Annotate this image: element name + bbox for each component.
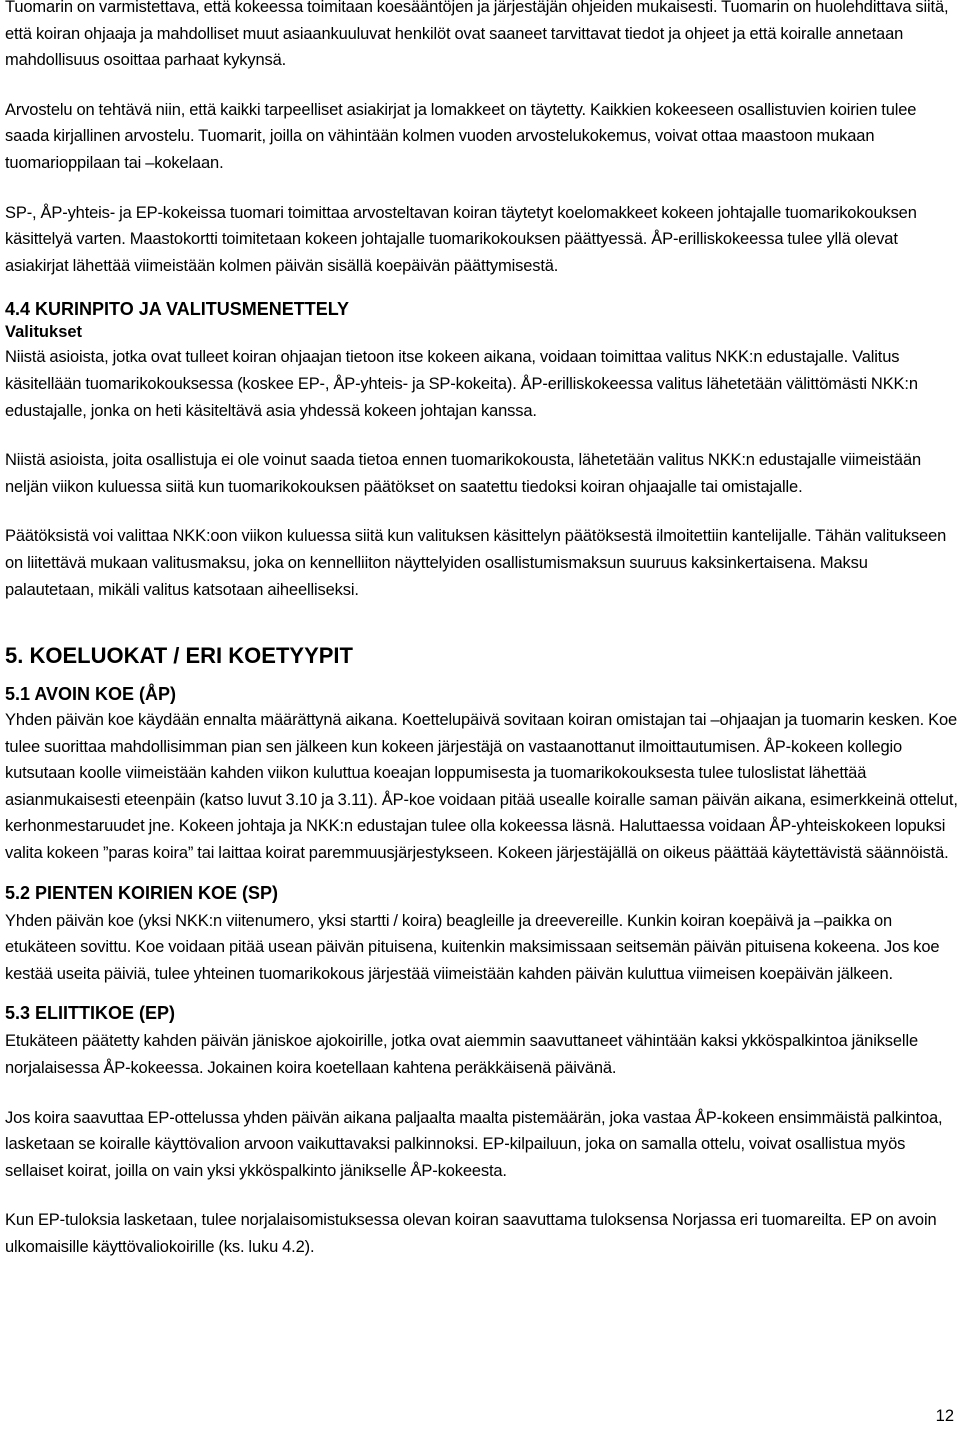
section-5-3-paragraph-2: Jos koira saavuttaa EP-ottelussa yhden päivän aikana paljaalta maalta pistemäärän, joka vastaa ÅP-kokeen ensimmäistä palkintoa, lasketaan se koiralle käyttövalion arvoon vaikuttavaksi palkinnoksi. EP-kilpailuun, joka on samalla ottelu, voivat osallistua myös sellaiset koirat, joilla on vain yksi ykköspalkinto jänikselle ÅP-kokeesta. xyxy=(5,1108,943,1180)
section-5-3-paragraph-3: Kun EP-tuloksia lasketaan, tulee norjalaisomistuksessa olevan koiran saavuttama tuloksensa Norjassa eri tuomareilta. EP on avoin ulkomaisille käyttövaliokoirille (ks. luku 4.2). xyxy=(5,1211,937,1256)
section-5-2-paragraph-1: Yhden päivän koe (yksi NKK:n viitenumero, yksi startti / koira) beagleille ja dreevereille. Kunkin koiran koepäivä ja –paikka on etukäteen sovittu. Koe voidaan pitää usean päivän pituisena, kuitenkin maksimissaan seitsemän päivän pituisena kokeena. Jos koe kestää useita päiviä, tulee yhteinen tuomarikokous järjestää viimeistään kahden päivän kuluttua viimeisen koepäivän jälkeen. xyxy=(5,911,940,983)
document-body xyxy=(5,0,958,1261)
section-5-1-heading: 5.1 AVOIN KOE (ÅP) xyxy=(5,684,177,705)
section-4-4-heading: 4.4 KURINPITO JA VALITUSMENETTELY xyxy=(5,299,350,320)
section-4-4-subheading: Valitukset xyxy=(5,323,83,342)
section-4-4-paragraph-3: Päätöksistä voi valittaa NKK:oon viikon kuluessa siitä kun valituksen käsittelyn päätöksestä ilmoitettiin kantelijalle. Tähän valitukseen on liitettävä mukaan valitusmaksu, joka on kennelliiton näyttelyiden osallistumismaksun suuruus kaksinkertaisena. Maksu palautetaan, mikäli valitus katsotaan aiheelliseksi. xyxy=(5,527,947,599)
page-number: 12 xyxy=(935,1407,954,1425)
section-5-3-heading: 5.3 ELIITTIKOE (EP) xyxy=(5,1003,176,1024)
section-4-4-paragraph-2: Niistä asioista, joita osallistuja ei ole voinut saada tietoa ennen tuomarikokousta, lähetetään valitus NKK:n edustajalle viimeistään neljän viikon kuluessa siitä kun tuomarikokouksen päätökset on saatettu tiedoksi koiran ohjaajalle tai omistajalle. xyxy=(5,451,922,496)
intro-paragraph-2: Arvostelu on tehtävä niin, että kaikki tarpeelliset asiakirjat ja lomakkeet on täytetty. Kaikkien kokeeseen osallistuvien koirien tulee saada kirjallinen arvostelu. Tuomarit, joilla on vähintään kolmen vuoden arvostelukokemus, voivat ottaa maastoon mukaan tuomarioppilaan tai –kokelaan. xyxy=(5,100,917,172)
section-5-2-heading: 5.2 PIENTEN KOIRIEN KOE (SP) xyxy=(5,882,279,903)
intro-paragraph-3: SP-, ÅP-yhteis- ja EP-kokeissa tuomari toimittaa arvosteltavan koiran täytetyt koelomakkeet kokeen johtajalle tuomarikokouksen käsittelyä varten. Maastokortti toimitetaan kokeen johtajalle tuomarikokouksen päättyessä. ÅP-erilliskokeessa tulee yllä olevat asiakirjat lähettää viimeistään kolmen päivän sisällä koepäivän päättymisestä. xyxy=(5,203,917,275)
section-5-heading: 5. KOELUOKAT / ERI KOETYYPIT xyxy=(5,643,353,669)
section-4-4-paragraph-1: Niistä asioista, jotka ovat tulleet koiran ohjaajan tietoon itse kokeen aikana, voidaan toimittaa valitus NKK:n edustajalle. Valitus käsitellään tuomarikokouksessa (koskee EP-, ÅP-yhteis- ja SP-kokeita). ÅP-erilliskokeessa valitus lähetetään välittömästi NKK:n edustajalle, jonka on heti käsiteltävä asia yhdessä kokeen johtajan kanssa. xyxy=(5,348,918,420)
section-5-1-paragraph-1: Yhden päivän koe käydään ennalta määrättynä aikana. Koettelupäivä sovitaan koiran omistajan tai –ohjaajan ja tuomarin kesken. Koe tulee suorittaa mahdollisimman pian sen jälkeen kun kokeen järjestäjä on vastaanottanut ilmoittautumisen. ÅP-kokeen kollegio kutsutaan koolle viimeistään kahden viikon kuluttua koeajan loppumisesta ja tuomarikokouksesta tulee tuloslistat lähettää asianmukaisesti eteenpäin (katso luvut 3.10 ja 3.11). ÅP-koe voidaan pitää usealle koiralle saman päivän aikana, esimerkkeinä ottelut, kerhonmestaruudet jne. Kokeen johtaja ja NKK:n edustajan tulee olla kokeessa läsnä. Haluttaessa voidaan ÅP-yhteiskokeen lopuksi valita kokeen ”paras koira” tai laittaa koirat paremmuusjärjestykseen. Kokeen järjestäjällä on oikeus päättää käytettävistä säännöistä. xyxy=(5,711,958,863)
intro-paragraph-1: Tuomarin on varmistettava, että kokeessa toimitaan koesääntöjen ja järjestäjän ohjeiden mukaisesti. Tuomarin on huolehdittava siitä, että koiran ohjaaja ja mahdolliset muut asiaankuuluvat henkilöt ovat saaneet tarvittavat tiedot ja ohjeet ja että koiralle annetaan mahdollisuus osoittaa parhaat kykynsä. xyxy=(5,0,949,70)
section-5-3-paragraph-1: Etukäteen päätetty kahden päivän jäniskoe ajokoirille, jotka ovat aiemmin saavuttaneet vähintään kaksi ykköspalkintoa jänikselle norjalaisessa ÅP-kokeessa. Jokainen koira koetellaan kahtena peräkkäisenä päivänä. xyxy=(5,1032,918,1078)
